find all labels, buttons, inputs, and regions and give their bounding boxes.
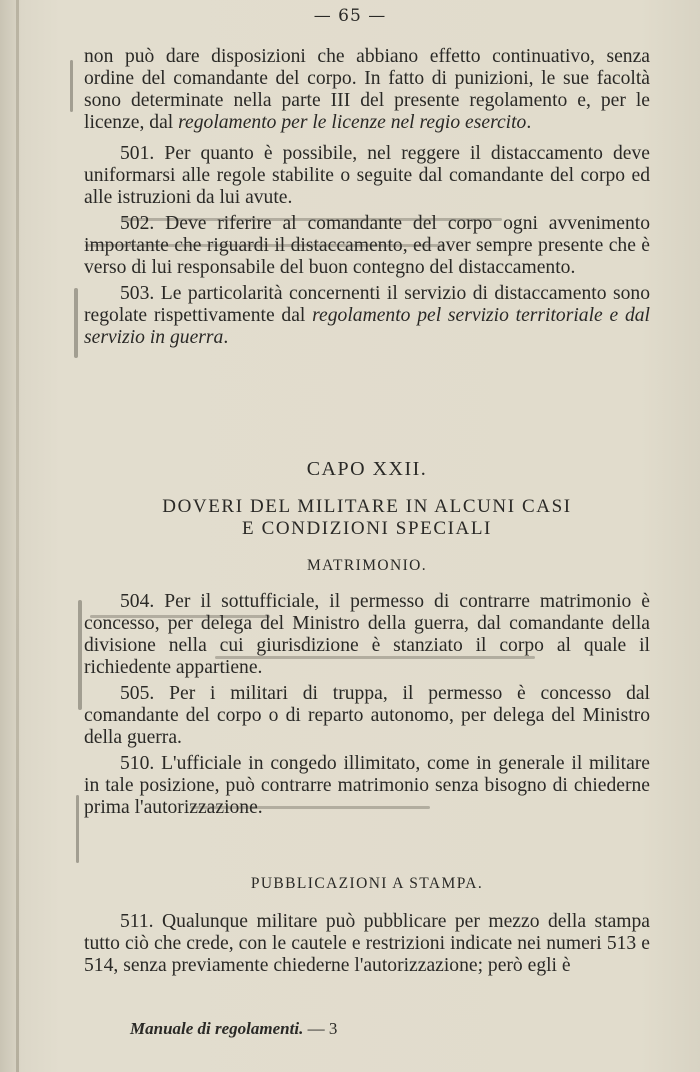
italic-ref: regolamento pel servizio territoriale e dal servizio in guerra [84,305,650,348]
italic-ref: regolamento per le licenze nel regio esercito [178,112,527,133]
paragraph-501: 501. Per quanto è possibile, nel reggere il distaccamento deve uniformarsi alle regole stabilite o seguite dal comandante del corpo ed alle istruzioni da lui avute. [84,143,650,208]
article-number: 502. [120,213,155,234]
page-header [0,6,700,26]
paragraph-504: 504. Per il sottufficiale, il permesso di contrarre matrimonio è concesso, per delega del Ministro della guerra, dal comandante della divisione nella cui giurisdizione è stanziato il corpo al quale il richiedente appartiene. [84,591,650,678]
margin-mark [70,60,73,112]
page-number: — 65 — [313,6,387,26]
margin-mark [74,288,78,358]
text-block-2 [84,591,650,819]
section-heading-pubblicazioni: PUBBLICAZIONI A STAMPA. [250,875,484,892]
paragraph-505: 505. Per i militari di truppa, il permesso è concesso dal comandante del corpo o di reparto autonomo, per delega del Ministro della guerra. [84,683,651,748]
chapter-title-line-2: E CONDIZIONI SPECIALI [242,518,492,539]
article-number: 511. [120,911,154,932]
page-gutter [16,0,19,1072]
article-number: 510. [120,753,155,774]
margin-mark [76,795,79,863]
article-number: 503. [120,283,155,304]
chapter-title-line-1: DOVERI DEL MILITARE IN ALCUNI CASI [162,496,572,517]
page-footer [130,1019,337,1039]
text-block-3 [84,911,650,977]
paragraph-502: 502. Deve riferire al comandante del corpo ogni avvenimento importante che riguardi il distaccamento, ed aver sempre presente che è verso di lui responsabile del buon contegno del distaccamento. [84,213,650,278]
text-block-1 [84,46,650,349]
paragraph-511: 511. Qualunque militare può pubblicare per mezzo della stampa tutto ciò che crede, con le cautele e restrizioni indicate nei numeri 513 e 514, senza previamente chiederne l'autorizzazione; però egli è [84,911,650,976]
footer-signature: — 3 [307,1019,338,1038]
footer-title: Manuale di regolamenti. [130,1019,304,1038]
paragraph-503: 503. Le particolarità concernenti il servizio di distaccamento sono regolate rispettivamente dal regolamento pel servizio territoriale e dal servizio in guerra. [84,283,650,348]
paragraph-510: 510. L'ufficiale in congedo illimitato, come in generale il militare in tale posizione, può contrarre matrimonio senza bisogno di chiederne prima l'autorizzazione. [84,753,650,818]
section-heading-matrimonio: MATRIMONIO. [306,557,428,574]
chapter-number: CAPO XXII. [306,458,428,480]
paragraph-continuation: non può dare disposizioni che abbiano effetto continuativo, senza ordine del comandante del corpo. In fatto di punizioni, le sue facoltà sono determinate nella parte III del presente regolamento e, per le licenze, dal regolamento per le licenze nel regio esercito. [84,46,650,133]
article-number: 501. [120,143,155,164]
article-number: 504. [120,591,155,612]
article-number: 505. [120,683,155,704]
margin-mark [78,600,82,710]
